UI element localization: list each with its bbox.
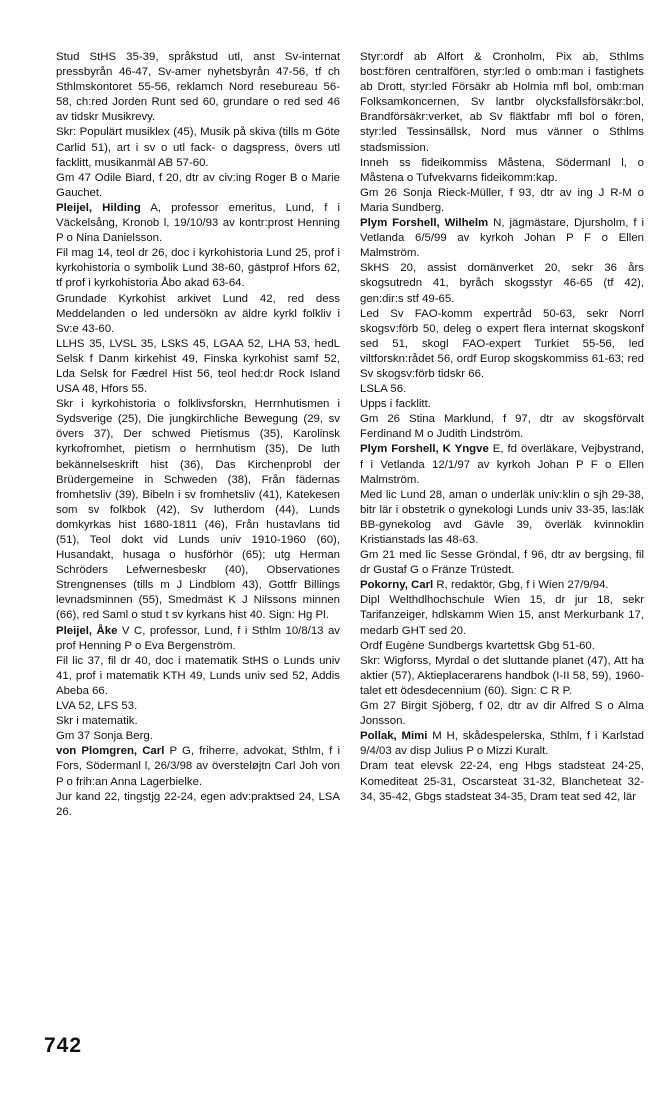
entry-name: Pleijel, Hilding [56,201,141,214]
entry-paragraph: Gm 21 med lic Sesse Gröndal, f 96, dtr av bergsing, fil dr Gustaf G o Fränze Trüstedt. [360,549,644,577]
right-column [360,50,644,805]
entry-paragraph: Dram teat elevsk 22-24, eng Hbgs stadsteat 24-25, Komediteat 25-31, Oscarsteat 31-32, Blancheteat 32-34, 35-42, Gbgs stadsteat 34-35, Dram teat sed 42, lär [360,760,644,803]
entry-paragraph: Fil mag 14, teol dr 26, doc i kyrkohistoria Lund 25, prof i kyrkohistoria o symbolik Lund 38-60, gästprof Hfors 62, tf prof i kyrkohistoria Åbo akad 63-64. [56,247,340,290]
entry-paragraph: Med lic Lund 28, aman o underläk univ:klin o sjh 29-38, bitr lär i obstetrik o gynekologi Lunds univ 33-35, las:läk BB-gynekolog avd Gävle 39, överläk kvinnoklin Kristianstads las 48-63. [360,488,644,546]
entry-paragraph: Gm 26 Sonja Rieck-Müller, f 93, dtr av ing J R-M o Maria Sundberg. [360,186,644,214]
entry-paragraph: Led Sv FAO-komm expertråd 50-63, sekr Norrl skogsv:förb 50, deleg o expert flera internat skogskonf sed 51, skogl FAO-expert Turkiet 55-56, led viltforskn:rådet 56, ordf Europ skogskommiss 61-63; red Sv skogsv:förb tidskr 66. [360,307,644,380]
entry-paragraph: Pollak, Mimi M H, skådespelerska, Sthlm, f i Karlstad 9/4/03 av disp Julius P o Mizzi Kuralt. [360,730,644,758]
entry-paragraph: Gm 26 Stina Marklund, f 97, dtr av skogsförvalt Ferdinand M o Judith Lindström. [360,413,644,441]
entry-name: Plym Forshell, K Yngve [360,443,489,456]
entry-paragraph: Plym Forshell, Wilhelm N, jägmästare, Djursholm, f i Vetlanda 6/5/99 av kyrkoh Johan P F o Ellen Malmström. [360,217,645,260]
entry-paragraph: Skr i matematik. [56,715,138,728]
entry-name: Pleijel, Åke [56,624,118,637]
entry-paragraph: Pleijel, Åke V C, professor, Lund, f i Sthlm 10/8/13 av prof Henning P o Eva Bergenström. [56,624,340,652]
entry-paragraph: Upps i facklitt. [360,398,431,411]
entry-paragraph: Gm 47 Odile Biard, f 20, dtr av civ:ing Roger B o Marie Gauchet. [56,171,340,199]
entry-paragraph: Grundade Kyrkohist arkivet Lund 42, red dess Meddelanden o led undersökn av äldre kyrkl folkliv i Sv:e 43-60. [56,292,340,335]
entry-paragraph: LVA 52, LFS 53. [56,700,138,713]
entry-paragraph: Gm 27 Birgit Sjöberg, f 02, dtr av dir Alfred S o Alma Jonsson. [360,700,644,728]
entry-paragraph: LSLA 56. [360,383,407,396]
entry-paragraph: LLHS 35, LVSL 35, LSkS 45, LGAA 52, LHA 53, hedL Selsk f Danm kirkehist 49, Finska kyrkohist samf 52, Lda Selsk for Fædrel Hist 56, teol hed:dr Rock Island USA 48, Hfors 55. [56,337,340,396]
entry-paragraph: Jur kand 22, tingstjg 22-24, egen adv:praktsed 24, LSA 26. [56,790,340,818]
entry-name: Pollak, Mimi [360,730,428,743]
entry-paragraph: Fil lic 37, fil dr 40, doc i matematik StHS o Lunds univ 41, prof i matematik KTH 49, Lunds univ sed 52, Addis Abeba 66. [56,654,340,697]
left-column [56,50,340,820]
entry-paragraph: Skr i kyrkohistoria o folklivsforskn, Herrnhutismen i Sydsverige (25), Die jungkirchliche Bewegung (29, sv övers 37), Der schwed Pietismus (35), Karolinsk kyrkofromhet, pietism o herrnhutism (35), De luth bekännelseskrift hist (36), Das Kirchenprobl der Brüdergemeine in Schweden (38), Från fädernas fromhetsliv (39), Bibeln i sv fromhetsliv (41), Katekesen som sv folkbok (42), Sv lutherdom (44), Lunds domkyrkas hist 1680-1811 (46), Från hustavlans tid (51), Teol dokt vid Lunds univ 1910-1960 (60), Husandakt, husaga o husförhör (65); utg Herman Schröders Lefwernesbeskr (40), Observationes Strengnenses (tills m J Lindblom 43), Gottfr Billings levnadsminnen (55), Smedmäst K J Nilssons minnen (66), red Saml o stud t sv kyrkans hist 40. Sign: Hg Pl. [56,398,340,622]
entry-paragraph: Dipl Welthdlhochschule Wien 15, dr jur 18, sekr Tarifanzeiger, hdlskamm Wien 15, anst Merkurbank 17, medarb GHT sed 20. [360,594,644,637]
page-number: 742 [44,1034,83,1057]
entry-paragraph: Gm 37 Sonja Berg. [56,730,153,743]
entry-paragraph: Pokorny, Carl R, redaktör, Gbg, f i Wien 27/9/94. [360,579,609,592]
entry-paragraph: von Plomgren, Carl P G, friherre, advokat, Sthlm, f i Fors, Södermanl l, 26/3/98 av översteløjtn Carl Joh von P o frih:an Anna Lagerbielke. [56,745,340,788]
entry-paragraph: Skr: Wigforss, Myrdal o det sluttande planet (47), Att ha aktier (57), Aktieplacerarens handbok (I-II 58, 59), 1960-talet ett ödesdecennium (60). Sign: C R P. [360,654,644,697]
entry-paragraph: Plym Forshell, K Yngve E, fd överläkare, Vejbystrand, f i Vetlanda 12/1/97 av kyrkoh Johan P F o Ellen Malmström. [360,443,644,486]
entry-paragraph: Inneh ss fideikommiss Måstena, Södermanl l, o Måstena o Tufvekvarns fideikomm:kap. [360,156,644,184]
entry-name: von Plomgren, Carl [56,745,165,758]
entry-name: Pokorny, Carl [360,579,434,592]
entry-paragraph: Pleijel, Hilding A, professor emeritus, Lund, f i Väckelsång, Kronob l, 19/10/93 av kontr:prost Henning P o Nina Danielsson. [56,201,340,245]
entry-paragraph: Styr:ordf ab Alfort & Cronholm, Pix ab, Sthlms bost:fören centralfören, styr:led o omb:man i fastighets ab Drott, styr:led Försäkr ab Holmia mfl bol, omb:man Folksamkoncernen, Sv lantbr olycksfallsförsäkr:bol, Brandförsäkr:verket, ab Sv fläktfabr mfl bol o fören, styr:led Tessinsällsk, Nord mus vänner o Sthlms stadsmission. [360,51,644,154]
entry-name: Plym Forshell, Wilhelm [360,217,489,230]
entry-paragraph: Stud StHS 35-39, språkstud utl, anst Sv-internat pressbyrån 46-47, Sv-amer nyhetsbyrån 47-56, tf ch Sthlmskontoret 55-56, reklamch Nord resebureau 56-58, ch:red Jorden Runt sed 60, grundare o red sed 46 av tidskr Musikrevy. [56,51,340,124]
entry-paragraph: Ordf Eugène Sundbergs kvartettsk Gbg 51-60. [360,639,595,652]
entry-paragraph: SkHS 20, assist domänverket 20, sekr 36 års skogsutredn 41, byråch skogsstyr 46-65 (tf 42), gen:dir:s stf 49-65. [360,262,644,305]
entry-paragraph: Skr: Populärt musiklex (45), Musik på skiva (tills m Göte Carlid 51), art i sv o utl fack- o dagspress, övers utl facklitt, musikanmäl AB 57-60. [56,126,340,169]
